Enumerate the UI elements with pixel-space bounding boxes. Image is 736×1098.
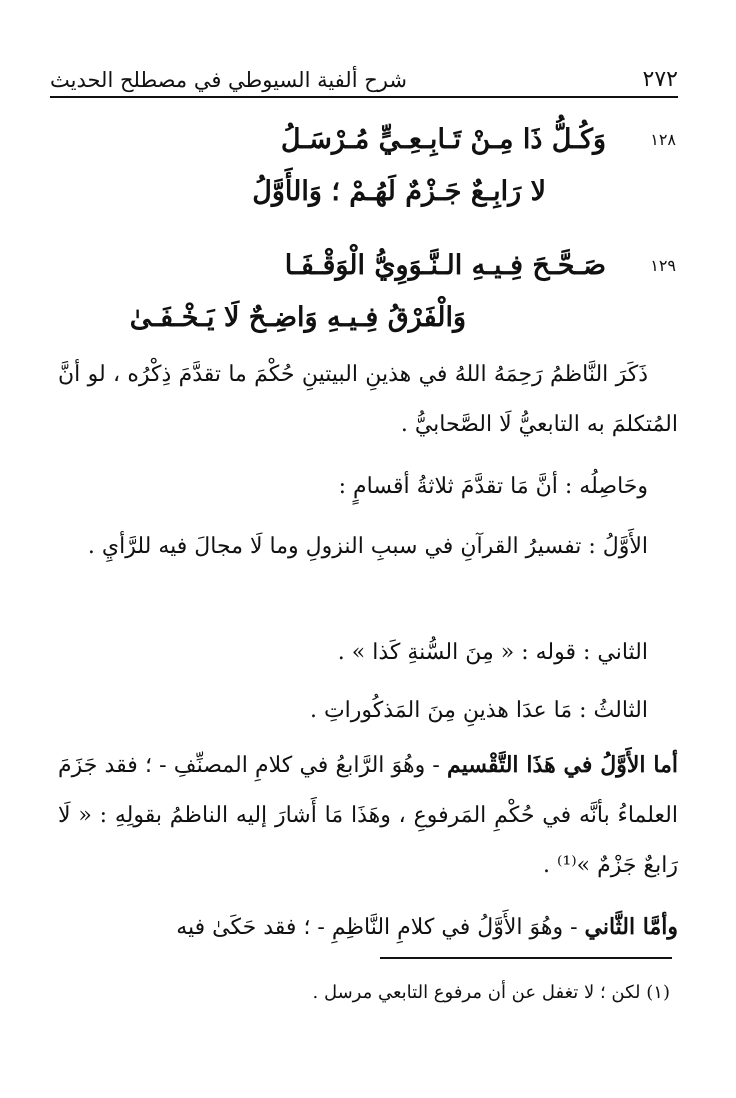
running-header (50, 58, 678, 98)
paragraph-text: ذَكَرَ النَّاظمُ رَحِمَهُ اللهُ في هذينِ البيتينِ حُكْمَ ما تقدَّمَ ذِكْرُه ، لو أنَّ المُتكلمَ به التابعيُّ لَا الصَّحابيُّ . (58, 362, 678, 437)
bold-lead: وأمَّا الثَّاني (584, 914, 678, 940)
book-title: شرح ألفية السيوطي في مصطلح الحديث (50, 68, 407, 92)
verse-number: ١٢٨ (650, 130, 676, 149)
verse-129 (60, 242, 676, 352)
paragraph-intro (58, 350, 678, 450)
footnote: (١) لكن ؛ لا تغفل عن أن مرفوع التابعي مرسل . (312, 982, 670, 1003)
footnote-divider (380, 957, 672, 959)
paragraph-continuation (58, 902, 678, 953)
verse-128 (60, 116, 676, 226)
verse-first-hemistich: صَـحَّـحَ فِـيـهِ الـنَّـوَوِيُّ الْوَقْـفَـا (284, 250, 606, 281)
paragraph-second: الثاني : قوله : « مِنَ السُّنةِ كَذا » . (337, 640, 648, 665)
paragraph-text: الأَوَّلُ : تفسيرُ القرآنِ في سببِ النزولِ وما لَا مجالَ فيه للرَّأيِ . (87, 534, 648, 559)
page-number: ٢٧٢ (642, 67, 678, 92)
verse-first-hemistich: وَكُـلُّ ذَا مِـنْ تَـابِـعِـيٍّ مُـرْسَـلُ (280, 124, 606, 155)
bold-lead: أما الأَوَّلُ في هَذَا التَّقْسيم (447, 752, 678, 778)
paragraph-discussion (58, 740, 678, 891)
paragraph-summary: وحَاصِلُه : أنَّ مَا تقدَّمَ ثلاثةُ أقسامٍ : (338, 474, 648, 499)
paragraph-text: - وهُوَ الرَّابعُ في كلامِ المصنِّفِ - ؛ فقد جَزَمَ العلماءُ بأنَّه في حُكْمِ المَرفوعِ ، وهَذَا مَا أَشارَ إليه الناظمُ بقولِهِ : « لَا رَابعٌ جَزْمٌ »⁽¹⁾ . (58, 753, 678, 878)
verse-second-hemistich: وَالْفَرْقُ فِـيـهِ وَاضِـحٌ لَا يَـخْـفَـىٰ (129, 302, 466, 333)
verse-number: ١٢٩ (650, 256, 676, 275)
paragraph-text: - وهُوَ الأَوَّلُ في كلامِ النَّاظِمِ - ؛ فقد حَكَىٰ فيه (176, 915, 578, 940)
paragraph-third: الثالثُ : مَا عدَا هذينِ مِنَ المَذكُوراتِ . (309, 698, 648, 723)
paragraph-first (58, 522, 678, 572)
verse-second-hemistich: لا رَابِـعٌ جَـزْمٌ لَهُـمْ ؛ وَالأَوَّلُ (252, 176, 546, 207)
